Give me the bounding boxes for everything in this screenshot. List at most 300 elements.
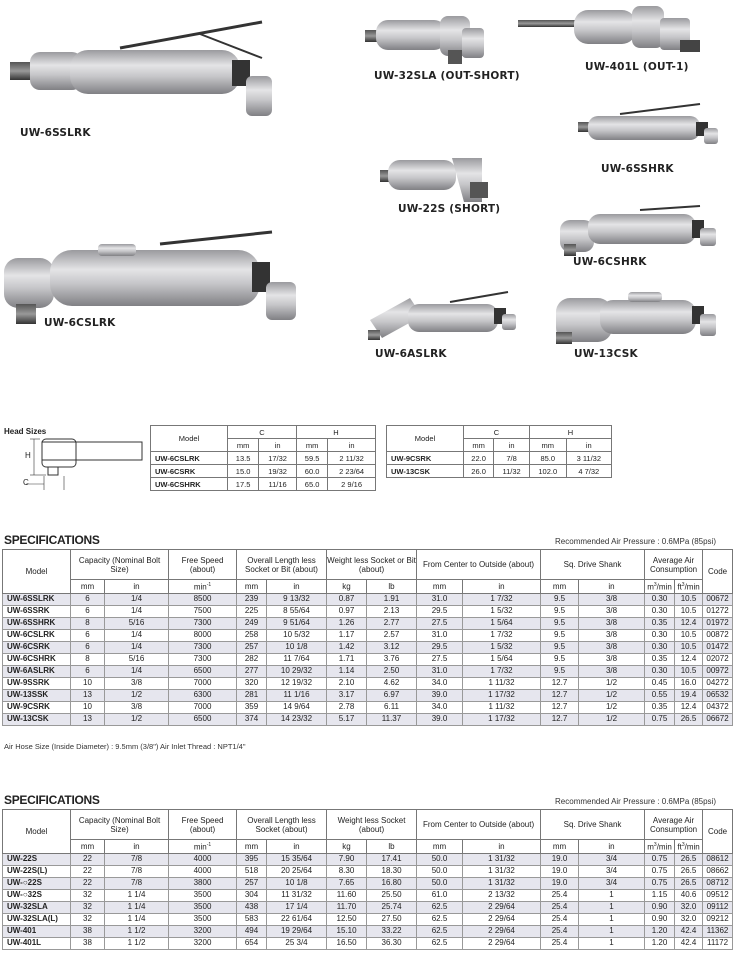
row-cell: 25.4 [541,937,579,949]
row-cell: 10 5/32 [267,629,327,641]
row-cell: 38 [71,937,105,949]
uw-6aslrk-photo [368,292,516,340]
row-cell: 1 17/32 [463,713,541,725]
row-cell: 281 [237,689,267,701]
spec2-table [2,809,733,950]
row-cell: 01972 [703,617,733,629]
row-cell: 19.0 [541,877,579,889]
row-cell: 29.5 [417,641,463,653]
u-lb: lb [367,840,417,854]
spec1-recommended: Recommended Air Pressure : 0.6MPa (85psi) [555,537,716,546]
row-cell: 2.78 [327,701,367,713]
row-cell: 1/4 [105,629,169,641]
row-cell: 6300 [169,689,237,701]
row-cell: 7300 [169,617,237,629]
row-cell: 11 7/64 [267,653,327,665]
row-cell: 239 [237,593,267,605]
table-row [3,865,733,877]
row-cell: 2 13/32 [463,889,541,901]
row-cell: 0.75 [645,877,675,889]
u-mm: mm [71,840,105,854]
row-cell: 8 55/64 [267,605,327,617]
row-model: UW-401 [3,925,71,937]
row-cell: 395 [237,853,267,865]
row-model: UW-22S [3,853,71,865]
row-cell: 61.0 [417,889,463,901]
row-cell: 0.75 [645,713,675,725]
row-cell: 34.0 [417,677,463,689]
row-cell: 11/32 [494,465,530,478]
row-model: UW-13SSK [3,689,71,701]
row-cell: 7.65 [327,877,367,889]
label-uw-6cslrk: UW-6CSLRK [44,317,116,329]
label-uw-13csk: UW-13CSK [574,348,638,360]
row-cell: 26.0 [464,465,494,478]
sub-mm: mm [529,439,566,452]
u-lb: lb [367,580,417,594]
table-row [3,689,733,701]
row-cell: 9 13/32 [267,593,327,605]
row-cell: 7500 [169,605,237,617]
row-model: UW-6CSLRK [3,629,71,641]
row-cell: 438 [237,901,267,913]
row-cell: 40.6 [675,889,703,901]
label-uw-32sla: UW-32SLA (OUT-SHORT) [374,70,520,82]
row-model: UW-6CSLRK [151,452,228,465]
spec2-recommended: Recommended Air Pressure : 0.6MPa (85psi) [555,797,716,806]
row-cell: 1 17/32 [463,689,541,701]
row-cell: 1.15 [645,889,675,901]
row-cell: 2 29/64 [463,901,541,913]
row-cell: 1/4 [105,605,169,617]
h-weight: Weight less Socket or Bit (about) [327,550,417,580]
row-cell: 27.5 [417,617,463,629]
h-length: Overall Length less Socket (about) [237,810,327,840]
u-in: in [105,580,169,594]
row-cell: 1/2 [105,689,169,701]
row-cell: 7/8 [105,877,169,889]
row-cell: 1.26 [327,617,367,629]
row-cell: 32 [71,889,105,901]
row-model: UW-○22S [3,877,71,889]
row-cell: 3.12 [367,641,417,653]
row-cell: 6 [71,665,105,677]
row-cell: 257 [237,641,267,653]
row-cell: 2.50 [367,665,417,677]
tool-illustrations [0,0,720,395]
row-cell: 1/2 [105,713,169,725]
row-cell: 1 31/32 [463,877,541,889]
row-cell: 26.5 [675,877,703,889]
row-cell: 9.5 [541,653,579,665]
h-code: Code [703,550,733,594]
h-weight: Weight less Socket (about) [327,810,417,840]
row-cell: 8 [71,617,105,629]
row-cell: 15.0 [228,465,259,478]
row-cell: 1 [579,937,645,949]
row-model: UW-32SLA(L) [3,913,71,925]
sub-mm: mm [464,439,494,452]
row-cell: 6.97 [367,689,417,701]
table-row [3,853,733,865]
row-cell: 0.35 [645,617,675,629]
sub-in: in [259,439,297,452]
label-uw-22s: UW-22S (SHORT) [398,203,501,215]
row-cell: 14 23/32 [267,713,327,725]
row-cell: 3/8 [579,653,645,665]
row-cell: 1 31/32 [463,865,541,877]
col-model: Model [387,426,464,452]
spec1-title: SPECIFICATIONS [4,533,100,547]
uw-6sslrk-photo [10,22,272,116]
row-cell: 19 29/64 [267,925,327,937]
sub-mm: mm [228,439,259,452]
row-cell: 4000 [169,865,237,877]
sub-in: in [494,439,530,452]
row-cell: 1 5/64 [463,653,541,665]
row-cell: 9.5 [541,593,579,605]
head-size-row [151,478,376,491]
row-cell: 9 51/64 [267,617,327,629]
row-model: UW-13CSK [387,465,464,478]
h-code: Code [703,810,733,854]
row-cell: 0.30 [645,641,675,653]
row-cell: 7/8 [494,452,530,465]
row-cell: 62.5 [417,937,463,949]
row-cell: 08662 [703,865,733,877]
u-in: in [267,840,327,854]
row-cell: 1 1/4 [105,889,169,901]
row-cell: 1/2 [579,689,645,701]
row-cell: 13 [71,689,105,701]
row-cell: 3.76 [367,653,417,665]
row-cell: 01472 [703,641,733,653]
h-speed: Free Speed (about) [169,550,237,580]
row-cell: 62.5 [417,901,463,913]
row-cell: 11172 [703,937,733,949]
row-cell: 0.90 [645,901,675,913]
h-model: Model [3,550,71,594]
table-row [3,641,733,653]
row-cell: 518 [237,865,267,877]
u-mm: mm [417,580,463,594]
row-cell: 10.5 [675,605,703,617]
row-cell: 26.5 [675,713,703,725]
u-ft3: $ft^3/\min$ [675,840,703,854]
row-cell: 31.0 [417,629,463,641]
table-row [3,889,733,901]
row-cell: 27.5 [417,653,463,665]
row-cell: 3/4 [579,853,645,865]
u-in: in [579,840,645,854]
row-cell: 33.22 [367,925,417,937]
row-cell: 2 29/64 [463,925,541,937]
uw-6sshrk-photo [578,104,718,144]
row-cell: 1 [579,913,645,925]
row-cell: 7000 [169,677,237,689]
row-cell: 6 [71,641,105,653]
row-cell: 0.35 [645,701,675,713]
row-cell: 85.0 [529,452,566,465]
row-cell: 3/8 [105,701,169,713]
row-cell: 7000 [169,701,237,713]
row-cell: 0.55 [645,689,675,701]
row-cell: 19.0 [541,865,579,877]
u-mm: mm [237,840,267,854]
row-cell: 32 [71,913,105,925]
row-cell: 22 61/64 [267,913,327,925]
spec2-title: SPECIFICATIONS [4,793,100,807]
row-cell: 6 [71,605,105,617]
row-cell: 12.7 [541,689,579,701]
row-cell: 25 3/4 [267,937,327,949]
label-uw-6aslrk: UW-6ASLRK [375,348,447,360]
h-capacity: Capacity (Nominal Bolt Size) [71,810,169,840]
col-h: H [529,426,611,439]
u-mm: mm [71,580,105,594]
row-cell: 32.0 [675,901,703,913]
row-cell: 1 1/4 [105,913,169,925]
row-cell: 1 7/32 [463,629,541,641]
label-uw-6sslrk: UW-6SSLRK [20,127,91,139]
row-cell: 42.4 [675,937,703,949]
row-cell: 282 [237,653,267,665]
row-cell: 5/16 [105,653,169,665]
row-cell: 4.62 [367,677,417,689]
row-cell: 12.7 [541,713,579,725]
row-cell: 12 19/32 [267,677,327,689]
row-cell: 10.5 [675,641,703,653]
row-cell: 02072 [703,653,733,665]
row-cell: 09512 [703,889,733,901]
row-cell: 12.4 [675,701,703,713]
row-cell: 12.7 [541,677,579,689]
row-cell: 3.17 [327,689,367,701]
row-cell: 2.13 [367,605,417,617]
row-cell: 9.5 [541,665,579,677]
row-cell: 25.4 [541,901,579,913]
row-cell: 16.0 [675,677,703,689]
row-model: UW-6SSLRK [3,593,71,605]
row-cell: 2 23/64 [328,465,376,478]
row-cell: 19.4 [675,689,703,701]
row-cell: 59.5 [297,452,328,465]
row-cell: 1.42 [327,641,367,653]
row-cell: 3800 [169,877,237,889]
row-cell: 12.4 [675,653,703,665]
row-cell: 26.5 [675,865,703,877]
row-cell: 10 [71,701,105,713]
table-row [3,665,733,677]
row-cell: 0.97 [327,605,367,617]
row-cell: 1/4 [105,593,169,605]
row-cell: 0.35 [645,653,675,665]
row-cell: 3/8 [579,665,645,677]
row-cell: 04272 [703,677,733,689]
row-cell: 3/4 [579,865,645,877]
row-model: UW-32SLA [3,901,71,913]
row-cell: 258 [237,629,267,641]
row-cell: 8500 [169,593,237,605]
row-cell: 3500 [169,889,237,901]
row-cell: 7.90 [327,853,367,865]
u-in: in [579,580,645,594]
row-cell: 9.5 [541,629,579,641]
row-cell: 1 5/32 [463,641,541,653]
row-cell: 27.50 [367,913,417,925]
table-row [3,925,733,937]
row-model: UW-6ASLRK [3,665,71,677]
row-cell: 3/8 [579,593,645,605]
row-cell: 6 [71,593,105,605]
h-model: Model [3,810,71,854]
table-row [3,913,733,925]
head-sizes-table-1 [150,425,376,491]
row-cell: 249 [237,617,267,629]
h-length: Overall Length less Socket or Bit (about) [237,550,327,580]
row-model: UW-22S(L) [3,865,71,877]
row-cell: 13 [71,713,105,725]
u-kg: kg [327,580,367,594]
row-cell: 359 [237,701,267,713]
row-cell: 1 11/32 [463,701,541,713]
table-row [3,629,733,641]
row-cell: 8000 [169,629,237,641]
row-cell: 654 [237,937,267,949]
label-uw-6cshrk: UW-6CSHRK [573,256,647,268]
row-cell: 6500 [169,665,237,677]
row-cell: 11 1/16 [267,689,327,701]
row-cell: 102.0 [529,465,566,478]
row-cell: 65.0 [297,478,328,491]
row-cell: 7300 [169,653,237,665]
row-cell: 3 11/32 [566,452,611,465]
row-cell: 13.5 [228,452,259,465]
row-cell: 00972 [703,665,733,677]
row-cell: 3500 [169,901,237,913]
row-model: UW-13CSK [3,713,71,725]
row-cell: 5.17 [327,713,367,725]
row-cell: 10.5 [675,593,703,605]
row-cell: 7300 [169,641,237,653]
row-cell: 62.5 [417,913,463,925]
u-in: in [463,840,541,854]
row-cell: 15.10 [327,925,367,937]
row-cell: 9.5 [541,617,579,629]
row-cell: 18.30 [367,865,417,877]
h-air: Average Air Consumption [645,810,703,840]
sub-in: in [328,439,376,452]
row-cell: 3/8 [579,629,645,641]
row-cell: 39.0 [417,713,463,725]
row-model: UW-6CSRK [3,641,71,653]
row-cell: 0.75 [645,853,675,865]
head-size-row [387,452,612,465]
row-cell: 1/4 [105,665,169,677]
col-model: Model [151,426,228,452]
row-cell: 1.71 [327,653,367,665]
row-cell: 32 [71,901,105,913]
row-cell: 62.5 [417,925,463,937]
table-row [3,701,733,713]
row-cell: 25.4 [541,889,579,901]
row-cell: 9.5 [541,641,579,653]
row-cell: 1/2 [579,701,645,713]
row-cell: 2 29/64 [463,937,541,949]
row-cell: 9.5 [541,605,579,617]
row-cell: 7/8 [105,853,169,865]
row-cell: 12.4 [675,617,703,629]
row-cell: 277 [237,665,267,677]
table-row [3,617,733,629]
spec1-table [2,549,733,726]
u-ft3: $ft^3/\min$ [675,580,703,594]
u-in: in [463,580,541,594]
row-cell: 19/32 [259,465,297,478]
row-cell: 4 7/32 [566,465,611,478]
col-h: H [297,426,376,439]
row-cell: 8.30 [327,865,367,877]
row-cell: 1/2 [579,713,645,725]
u-m3: $m^3/\min$ [645,580,675,594]
u-min: $\min^{-1}$ [169,580,237,594]
uw-13csk-photo [556,292,716,344]
row-cell: 25.4 [541,913,579,925]
row-cell: 11/16 [259,478,297,491]
row-cell: 10.5 [675,665,703,677]
row-cell: 00872 [703,629,733,641]
row-cell: 583 [237,913,267,925]
row-cell: 11362 [703,925,733,937]
row-cell: 257 [237,877,267,889]
h-drive: Sq. Drive Shank [541,550,645,580]
row-cell: 1/4 [105,641,169,653]
row-cell: 01272 [703,605,733,617]
row-cell: 08612 [703,853,733,865]
row-cell: 11.60 [327,889,367,901]
row-cell: 6500 [169,713,237,725]
row-cell: 1 1/2 [105,937,169,949]
row-cell: 3200 [169,925,237,937]
head-sizes-title: Head Sizes [4,427,47,436]
h-drive: Sq. Drive Shank [541,810,645,840]
table-row [3,901,733,913]
row-cell: 3/8 [579,641,645,653]
row-cell: 1 [579,889,645,901]
row-cell: 3/8 [579,605,645,617]
row-cell: 11 31/32 [267,889,327,901]
row-cell: 22 [71,853,105,865]
table-row [3,677,733,689]
row-cell: 0.75 [645,865,675,877]
head-label-c: C [23,478,29,487]
row-model: UW-6CSHRK [3,653,71,665]
h-center: From Center to Outside (about) [417,810,541,840]
head-size-diagram [4,436,144,496]
row-cell: 2.77 [367,617,417,629]
row-cell: 6.11 [367,701,417,713]
row-model: UW-6CSRK [151,465,228,478]
row-cell: 1.14 [327,665,367,677]
row-model: UW-6CSHRK [151,478,228,491]
row-cell: 374 [237,713,267,725]
row-cell: 12.7 [541,701,579,713]
row-cell: 16.50 [327,937,367,949]
row-cell: 1 7/32 [463,665,541,677]
row-cell: 2 11/32 [328,452,376,465]
row-cell: 14 9/64 [267,701,327,713]
uw-401l-photo [518,6,700,52]
